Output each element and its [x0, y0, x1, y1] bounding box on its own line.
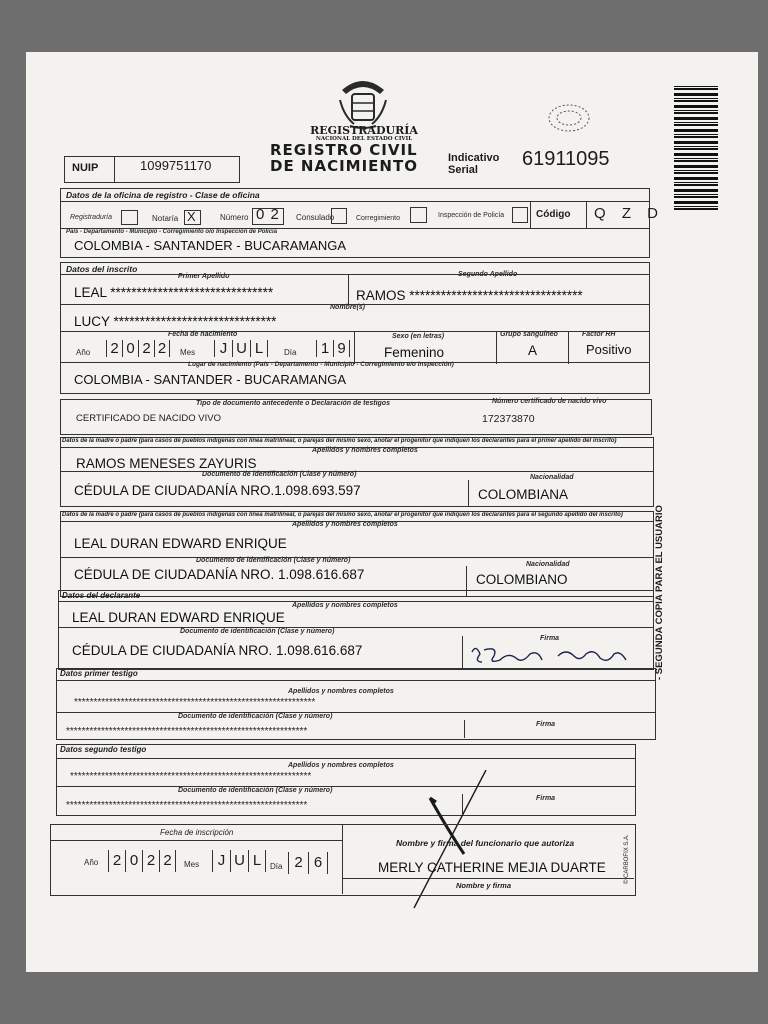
testigo1-nombres-label: Apellidos y nombres completos [288, 688, 394, 695]
barcode-bar [674, 172, 718, 174]
coat-of-arms-icon [334, 72, 392, 130]
testigo2-nombres-value: ************************************************************** [70, 771, 312, 782]
nombres-value: LUCY ******************************* [74, 314, 277, 329]
nacimiento-dia-boxes [316, 340, 350, 357]
inscripcion-dia-boxes [288, 852, 328, 874]
declarante-section-title: Datos del declarante [62, 591, 141, 600]
fecha-inscripcion-label: Fecha de inscripción [160, 828, 234, 837]
declarante-doc-label: Documento de identificación (Clase y número) [180, 628, 335, 635]
date-digit-cell: 0 [122, 340, 138, 357]
barcode-icon [666, 86, 758, 212]
title-line-2: DE NACIMIENTO [270, 157, 418, 175]
oficina-place-label: País - Departamento - Municipio - Corregimiento o/o Inspección de Policía [66, 229, 278, 235]
barcode-bar [674, 194, 718, 195]
barcode-bar [674, 196, 718, 198]
declarante-firma-label: Firma [540, 635, 560, 642]
segundo-apellido-label: Segundo Apellido [458, 271, 518, 278]
fecha-nacimiento-label: Fecha de nacimiento [168, 331, 238, 338]
barcode-bar [674, 206, 718, 207]
inscripcion-anio-label: Año [84, 858, 99, 867]
barcode-bar [674, 165, 718, 168]
nuip-label: NUIP [72, 162, 99, 174]
date-digit-cell: 2 [159, 850, 176, 872]
registraduria-heading: REGISTRADURÍA [310, 124, 418, 137]
funcionario-value: MERLY CATHERINE MEJIA DUARTE [378, 860, 606, 875]
padre-nombres-value: LEAL DURAN EDWARD ENRIQUE [74, 536, 287, 551]
segunda-copia-text: - SEGUNDA COPIA PARA EL USUARIO [654, 505, 665, 680]
madre-nacionalidad-label: Nacionalidad [530, 474, 574, 481]
madre-section-title: Datos de la madre o padre (para casos de pueblos indígenas con línea matrilineal, o parejas del mismo sexo, anotar el progenitor que indiquen los declarantes para el primer apellido del inscrito) [62, 438, 617, 444]
date-digit-cell: U [232, 340, 250, 357]
barcode-bar [674, 105, 718, 108]
title-line-1: REGISTRO CIVIL [270, 141, 418, 159]
inscrito-section-title: Datos del inscrito [66, 264, 138, 274]
date-digit-cell: U [230, 850, 248, 872]
testigo2-nombres-label: Apellidos y nombres completos [288, 762, 394, 769]
testigo1-doc-label: Documento de identificación (Clase y número) [178, 713, 333, 720]
printer-mark: © CARBOFIX S.A. [624, 834, 630, 884]
lugar-nacimiento-value: COLOMBIA - SANTANDER - BUCARAMANGA [74, 372, 347, 387]
testigo2-firma-label: Firma [536, 795, 556, 802]
padre-doc-value: CÉDULA DE CIUDADANÍA NRO. 1.098.616.687 [74, 567, 365, 582]
madre-nombres-value: RAMOS MENESES ZAYURIS [76, 456, 257, 471]
inscripcion-anio-boxes [108, 850, 176, 872]
factor-rh-label: Factor RH [582, 331, 616, 338]
date-digit-cell: L [250, 340, 268, 357]
date-digit-cell: 2 [106, 340, 122, 357]
barcode-bar [674, 112, 718, 114]
nacimiento-mes-label: Mes [180, 348, 196, 357]
declarante-signature-icon [468, 642, 638, 670]
inscripcion-mes-boxes [212, 850, 266, 872]
oficina-place-value: COLOMBIA - SANTANDER - BUCARAMANGA [74, 238, 347, 253]
madre-nombres-label: Apellidos y nombres completos [312, 447, 418, 454]
nombres-label: Nombre(s) [330, 304, 366, 311]
testigo2-section-title: Datos segundo testigo [60, 745, 147, 754]
date-digit-cell: J [212, 850, 230, 872]
indicativo-label: Indicativo [448, 152, 500, 164]
notaria-mark: X [187, 209, 196, 224]
date-digit-cell: 2 [142, 850, 159, 872]
corregimiento-label: Corregimiento [356, 215, 400, 222]
padre-section-title: Datos de la madre o padre (para casos de pueblos indígenas con línea matrilineal, o parejas del mismo sexo, anotar el progenitor que indiquen los declarantes para el segundo apellido del inscrito) [62, 512, 623, 518]
grupo-sanguineo-label: Grupo sanguíneo [500, 331, 558, 338]
testigo1-nombres-value: ************************************************************** [74, 697, 316, 708]
barcode-bar [674, 153, 718, 156]
consulado-label: Consulado [296, 213, 335, 222]
barcode-bar [674, 158, 718, 159]
date-digit-cell: L [248, 850, 266, 872]
barcode-bar [674, 177, 718, 180]
date-digit-cell: 0 [125, 850, 142, 872]
date-digit-cell: 6 [308, 852, 328, 874]
declarante-doc-value: CÉDULA DE CIUDADANÍA NRO. 1.098.616.687 [72, 643, 363, 658]
barcode-bar [674, 141, 718, 144]
barcode-bar [674, 182, 718, 183]
inscripcion-dia-label: Día [270, 862, 283, 871]
sexo-value: Femenino [384, 345, 445, 360]
padre-nombres-label: Apellidos y nombres completos [292, 521, 398, 528]
nombre-firma-label: Nombre y firma [456, 881, 512, 890]
barcode-bar [674, 122, 718, 123]
nacimiento-dia-label: Día [284, 348, 297, 357]
madre-doc-value: CÉDULA DE CIUDADANÍA NRO.1.098.693.597 [74, 483, 361, 498]
inscripcion-mes-label: Mes [184, 860, 200, 869]
date-digit-cell: 2 [108, 850, 125, 872]
testigo2-doc-label: Documento de identificación (Clase y número) [178, 787, 333, 794]
numero-label: Número [220, 213, 249, 222]
registraduria-option-label: Registraduría [70, 214, 113, 221]
lugar-nacimiento-label: Lugar de nacimiento (País - Departamento - Municipio - Corregimiento e/o inspección) [188, 361, 454, 368]
certificate-paper [26, 52, 758, 972]
date-digit-cell: J [214, 340, 232, 357]
numero-certificado-label: Número certificado de nacido vivo [492, 398, 607, 405]
date-digit-cell: 2 [138, 340, 154, 357]
barcode-bar [674, 160, 718, 162]
primer-apellido-label: Primer Apellido [178, 273, 230, 280]
barcode-bar [674, 184, 718, 186]
notaria-option-label: Notaría [152, 214, 179, 223]
barcode-bar [674, 136, 718, 138]
testigo1-firma-label: Firma [536, 721, 556, 728]
barcode-bar [674, 146, 718, 147]
tipo-documento-label: Tipo de documento antecedente o Declaración de testigos [196, 400, 390, 407]
registraduria-subheading: NACIONAL DEL ESTADO CIVIL [315, 136, 413, 142]
date-digit-cell: 1 [316, 340, 333, 357]
nacimiento-anio-boxes [106, 340, 170, 357]
barcode-bar [674, 148, 718, 150]
funcionario-label: Nombre y firma del funcionario que autoriza [396, 838, 575, 848]
barcode-bar [674, 88, 718, 90]
testigo1-doc-value: ************************************************************** [66, 726, 308, 737]
consulado-checkbox [331, 208, 347, 224]
corregimiento-checkbox [410, 207, 427, 223]
numero-value: 0 2 [256, 206, 280, 223]
padre-doc-label: Documento de identificación (Clase y número) [196, 557, 351, 564]
codigo-value: Q Z D [594, 205, 664, 222]
barcode-bar [674, 124, 718, 126]
barcode-bar [674, 134, 718, 135]
barcode-bar [674, 93, 718, 96]
numero-certificado-value: 172373870 [482, 413, 535, 425]
codigo-label: Código [536, 209, 571, 220]
date-digit-cell: 2 [288, 852, 308, 874]
barcode-bar [674, 170, 718, 171]
barcode-bar [674, 86, 718, 87]
primer-apellido-value: LEAL ******************************* [74, 285, 274, 300]
serial-label: Serial [448, 164, 478, 176]
sexo-label: Sexo (en letras) [392, 333, 445, 340]
barcode-bar [674, 129, 718, 132]
date-digit-cell: 2 [154, 340, 170, 357]
padre-nacionalidad-label: Nacionalidad [526, 561, 570, 568]
declarante-nombres-value: LEAL DURAN EDWARD ENRIQUE [72, 610, 285, 625]
stamp-icon [544, 100, 594, 136]
tipo-documento-value: CERTIFICADO DE NACIDO VIVO [76, 413, 221, 424]
barcode-bar [674, 117, 718, 120]
declarante-nombres-label: Apellidos y nombres completos [292, 602, 398, 609]
barcode-bar [674, 189, 718, 192]
barcode-bar [674, 98, 718, 99]
barcode-bar [674, 201, 718, 204]
madre-nacionalidad-value: COLOMBIANA [478, 487, 569, 502]
barcode-bar [674, 100, 718, 102]
testigo2-doc-value: ************************************************************** [66, 800, 308, 811]
factor-rh-value: Positivo [586, 342, 632, 357]
inspeccion-label: Inspección de Policía [438, 212, 505, 219]
registraduria-checkbox [121, 210, 138, 225]
barcode-bar [674, 110, 718, 111]
inspeccion-checkbox [512, 207, 528, 223]
nuip-value: 1099751170 [140, 158, 212, 173]
segundo-apellido-value: RAMOS ********************************* [356, 288, 583, 303]
oficina-section-title: Datos de la oficina de registro - Clase de oficina [66, 190, 260, 200]
nacimiento-mes-boxes [214, 340, 268, 357]
date-digit-cell: 9 [333, 340, 350, 357]
padre-nacionalidad-value: COLOMBIANO [476, 572, 568, 587]
nacimiento-anio-label: Año [76, 348, 91, 357]
testigo1-section-title: Datos primer testigo [60, 669, 138, 678]
serial-number: 61911095 [522, 148, 610, 170]
grupo-sanguineo-value: A [528, 343, 538, 358]
barcode-bar [674, 208, 718, 210]
madre-doc-label: Documento de identificación (Clase y número) [202, 471, 357, 478]
